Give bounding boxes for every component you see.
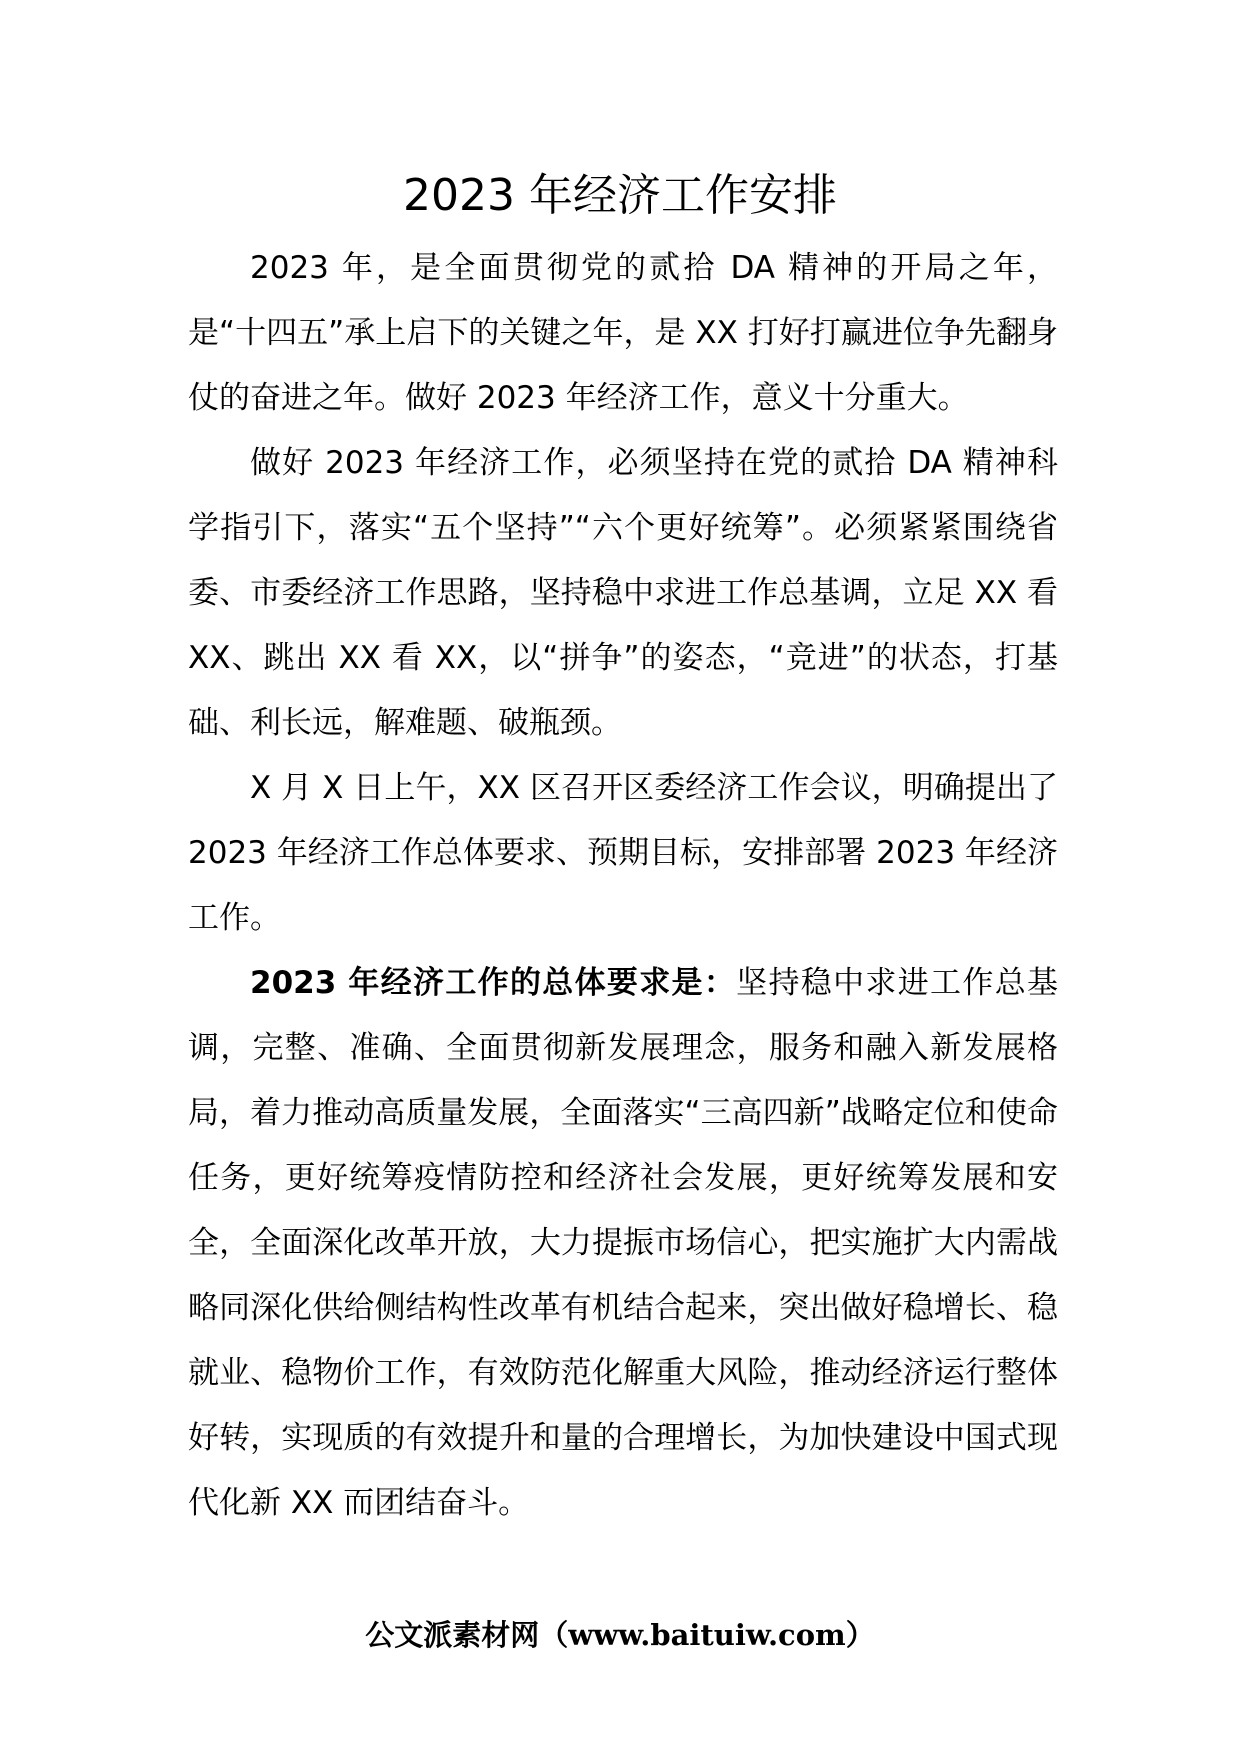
document-body	[188, 236, 1058, 1536]
requirements-text: 坚持稳中求进工作总基调，完整、准确、全面贯彻新发展理念，服务和融入新发展格局，着力推动高质量发展，全面落实“三高四新”战略定位和使命任务，更好统筹疫情防控和经济社会发展，更好统筹发展和安全，全面深化改革开放，大力提振市场信心，把实施扩大内需战略同深化供给侧结构性改革有机结合起来，突出做好稳增长、稳就业、稳物价工作，有效防范化解重大风险，推动经济运行整体好转，实现质的有效提升和量的合理增长，为加快建设中国式现代化新 XX 而团结奋斗。	[188, 965, 1059, 1521]
paragraph-requirements	[188, 951, 1058, 1536]
paragraph-meeting: X 月 X 日上午，XX 区召开区委经济工作会议，明确提出了 2023 年经济工作总体要求、预期目标，安排部署 2023 年经济工作。	[188, 770, 1058, 936]
paragraph-guidance: 做好 2023 年经济工作，必须坚持在党的贰拾 DA 精神科学指引下，落实“五个坚持”“六个更好统筹”。必须紧紧围绕省委、市委经济工作思路，坚持稳中求进工作总基调，立足 XX 看 XX、跳出 XX 看 XX，以“拼争”的姿态，“竞进”的状态，打基础、利长远，解难题、破瓶颈。	[188, 445, 1058, 741]
paragraph-intro: 2023 年，是全面贯彻党的贰拾 DA 精神的开局之年，是“十四五”承上启下的关键之年，是 XX 打好打赢进位争先翻身仗的奋进之年。做好 2023 年经济工作，意义十分重大。	[188, 250, 1058, 416]
requirements-lead: 2023 年经济工作的总体要求是：	[250, 965, 737, 1001]
source-footer: 公文派素材网（www.baituiw.com）	[365, 1618, 875, 1652]
document-title: 2023 年经济工作安排	[403, 170, 837, 221]
